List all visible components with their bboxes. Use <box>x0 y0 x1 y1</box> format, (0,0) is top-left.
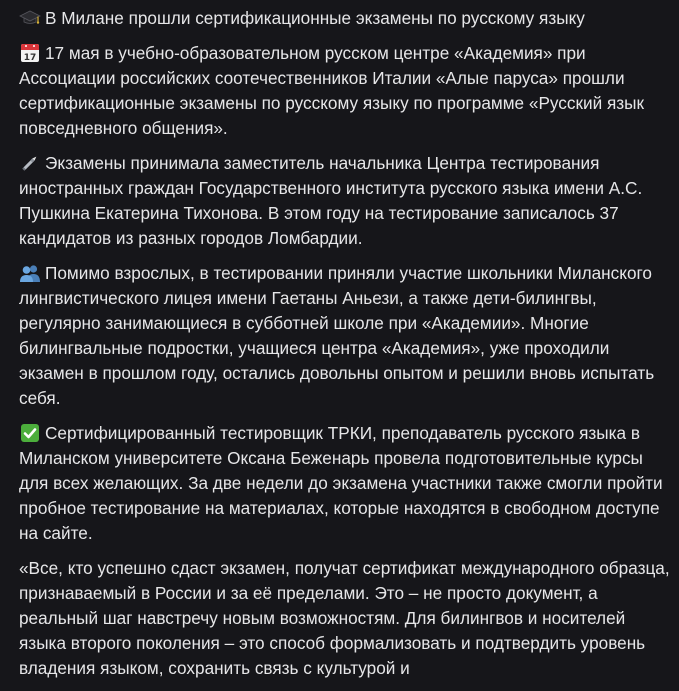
paragraph-participants-text: Помимо взрослых, в тестировании приняли участие школьники Миланского лингвистического лицея имени Гаетаны Аньези, а также дети-билингвы, регулярно занимающиеся в субботней школе при «Академии». Многие билингвальные подростки, учащиеся центра «Академия», уже проходили экзамен в прошлом году, остались довольны опытом и решили вновь испытать себя. <box>19 263 655 408</box>
paragraph-examiner-text: Экзамены принимала заместитель начальника Центра тестирования иностранных граждан Государственного института русского языка имени А.С. Пушкина Екатерина Тихонова. В этом году на тестирование записалось 37 кандидатов из разных городов Ломбардии. <box>19 153 643 248</box>
post-title-line <box>19 6 671 31</box>
paragraph-examiner <box>19 151 671 251</box>
paragraph-quote-text: «Все, кто успешно сдаст экзамен, получат сертификат международного образца, признаваемый в России и за её пределами. Это – не просто документ, а реальный шаг навстречу новым возможностям. Для билингвов и носителей языка второго поколения – это способ формализовать и подтвердить уровень владения языком, сохранить связь с культурой и <box>19 558 670 678</box>
paragraph-date-text: 17 мая в учебно-образовательном русском центре «Академия» при Ассоциации российских соотечественников Италии «Алые паруса» прошли сертификационные экзамены по русскому языку по программе «Русский язык повседневного общения». <box>19 43 645 138</box>
paragraph-date <box>19 41 671 141</box>
calendar-icon <box>19 43 41 63</box>
paragraph-training-text: Сертифицированный тестировщик ТРКИ, преподаватель русского языка в Миланском университете Оксана Беженарь провела подготовительные курсы для всех желающих. За две недели до экзамена участники также смогли пройти пробное тестирование на материалах, которые находятся в свободном доступе на сайте. <box>19 423 663 543</box>
graduation-cap-icon <box>19 8 41 28</box>
people-icon <box>19 263 41 283</box>
check-mark-icon <box>19 423 41 443</box>
svg-text:17: 17 <box>23 53 37 63</box>
paragraph-quote <box>19 556 671 681</box>
paragraph-participants <box>19 261 671 411</box>
pen-icon <box>19 153 41 173</box>
post-title: В Милане прошли сертификационные экзамены по русскому языку <box>45 8 585 28</box>
paragraph-training <box>19 421 671 546</box>
message-post <box>19 6 671 691</box>
